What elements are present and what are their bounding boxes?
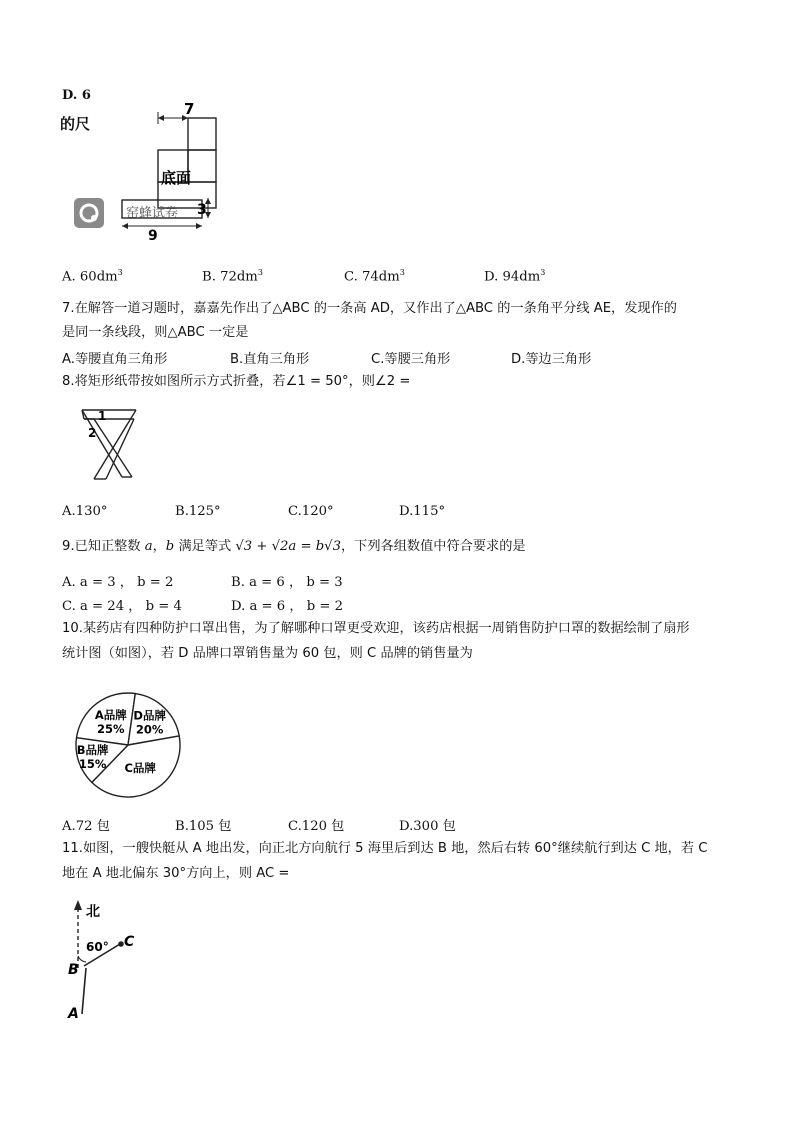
q8-option-a[interactable]: A.130° bbox=[62, 504, 108, 519]
q8-option-d[interactable]: D.115° bbox=[399, 504, 446, 519]
q11-stem-line2: 地在 A 地北偏东 30°方向上，则 AC = bbox=[62, 866, 290, 881]
q6-label-bottom: 9 bbox=[148, 228, 158, 244]
pie-percent-label-0: 25% bbox=[97, 722, 125, 737]
pie-category-label-2: C品牌 bbox=[124, 760, 156, 775]
q11-navigation-diagram bbox=[64, 896, 154, 1026]
q7-stem-line2: 是同一条线段，则△ABC 一定是 bbox=[62, 325, 249, 340]
q11-stem-line1: 11.如图，一艘快艇从 A 地出发，向正北方向航行 5 海里后到达 B 地，然后右转 60°继续航行到达 C 地，若 C bbox=[62, 841, 708, 856]
q6-crop-top-text: D. 6 bbox=[62, 88, 91, 103]
q11-angle-label: 60° bbox=[86, 940, 109, 954]
q8-angle-2-label: 2 bbox=[88, 426, 97, 440]
north-arrow-icon bbox=[74, 900, 82, 910]
q10-option-c[interactable]: C.120 包 bbox=[288, 819, 345, 834]
q6-option-a[interactable]: A. $60dm^3$ bbox=[62, 268, 123, 285]
q6-label-side: 3 bbox=[197, 202, 207, 218]
q9-option-c[interactable]: C. a = 24 ， b = 4 bbox=[62, 599, 182, 614]
q9-option-a[interactable]: A. a = 3 ， b = 2 bbox=[62, 575, 174, 590]
q7-option-d[interactable]: D.等边三角形 bbox=[511, 352, 592, 367]
watermark-logo-icon bbox=[74, 198, 104, 228]
q9-equation: √3 + √2a = b√3 bbox=[235, 539, 341, 554]
pie-percent-label-3: 15% bbox=[78, 757, 107, 772]
q8-folded-strip-diagram bbox=[72, 405, 152, 485]
pie-category-label-0: A品牌 bbox=[94, 708, 127, 723]
q7-stem-line1: 7.在解答一道习题时，嘉嘉先作出了△ABC 的一条高 AD，又作出了△ABC 的一条角平分线 AE，发现作的 bbox=[62, 301, 677, 316]
q10-pie-chart bbox=[68, 685, 188, 805]
q6-net-diagram bbox=[60, 88, 230, 248]
q10-option-d[interactable]: D.300 包 bbox=[399, 819, 456, 834]
q8-angle-1-label: 1 bbox=[98, 409, 107, 423]
q6-label-base: 底面 bbox=[161, 169, 192, 187]
q6-option-d[interactable]: D. $94dm^3$ bbox=[484, 268, 546, 285]
pie-percent-label-1: 20% bbox=[135, 722, 164, 737]
q8-stem: 8.将矩形纸带按如图所示方式折叠，若∠1 = 50°，则∠2 = bbox=[62, 374, 411, 389]
q9-option-d[interactable]: D. a = 6 ， b = 2 bbox=[231, 599, 344, 614]
q10-stem-line2: 统计图（如图），若 D 品牌口罩销售量为 60 包，则 C 品牌的销售量为 bbox=[62, 646, 473, 661]
q9-stem: 9.已知正整数 a，b 满足等式 √3 + √2a = b√3，下列各组数值中符合要求的是 bbox=[62, 539, 526, 554]
q7-option-b[interactable]: B.直角三角形 bbox=[230, 352, 310, 367]
q10-stem-line1: 10.某药店有四种防护口罩出售，为了解哪种口罩更受欢迎，该药店根据一周销售防护口罩的数据绘制了扇形 bbox=[62, 621, 690, 636]
q7-option-c[interactable]: C.等腰三角形 bbox=[371, 352, 451, 367]
q6-option-c[interactable]: C. $74dm^3$ bbox=[344, 268, 405, 285]
q10-option-b[interactable]: B.105 包 bbox=[175, 819, 232, 834]
q8-option-b[interactable]: B.125° bbox=[175, 504, 221, 519]
q8-option-c[interactable]: C.120° bbox=[288, 504, 334, 519]
q6-label-top: 7 bbox=[184, 100, 195, 118]
pie-category-label-3: B品牌 bbox=[76, 743, 109, 758]
q7-option-a[interactable]: A.等腰直角三角形 bbox=[62, 352, 168, 367]
q6-crop-left-text: 的尺 bbox=[60, 115, 91, 133]
q11-point-a-label: A bbox=[68, 1006, 79, 1022]
q11-north-label: 北 bbox=[86, 904, 100, 920]
watermark-text: 窑蜂试卷 bbox=[126, 206, 179, 221]
q9-option-b[interactable]: B. a = 6 ， b = 3 bbox=[231, 575, 343, 590]
q11-point-c-label: C bbox=[124, 934, 135, 950]
q6-figure bbox=[60, 88, 230, 248]
q10-option-a[interactable]: A.72 包 bbox=[62, 819, 110, 834]
pie-category-label-1: D品牌 bbox=[133, 708, 166, 723]
q6-option-b[interactable]: B. $72dm^3$ bbox=[202, 268, 263, 285]
q11-point-b-label: B bbox=[68, 962, 79, 978]
